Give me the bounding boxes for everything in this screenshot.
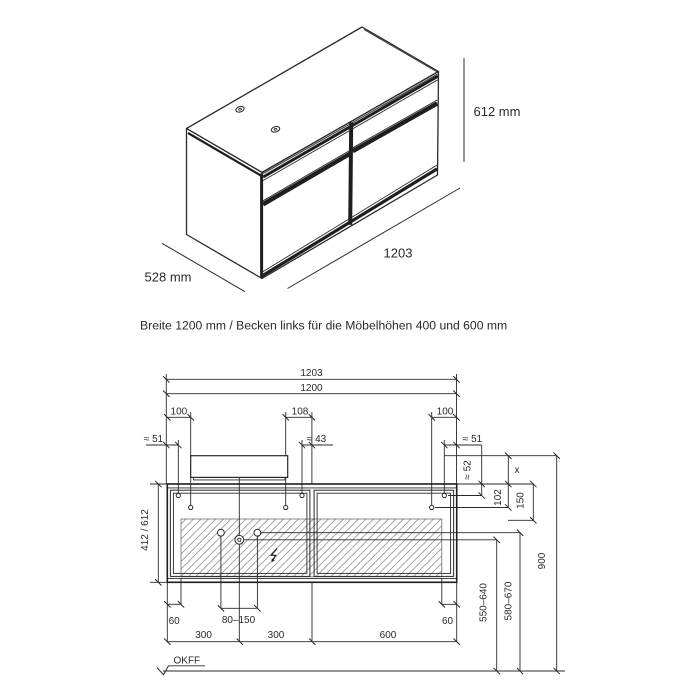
dim-trap-range-label: 550–640 <box>478 583 490 622</box>
dim-left-offset-label: ≈ 51 <box>143 434 164 445</box>
dim-right-hole-label: 100 <box>436 406 454 418</box>
mounting-hole <box>176 493 180 497</box>
dim-height-iso-label: 612 mm <box>473 104 521 119</box>
washbasin <box>191 456 288 480</box>
dim-carcass-label: 1200 <box>300 382 323 394</box>
dim-seg3-label: 600 <box>379 629 397 641</box>
water-supply-connection <box>254 529 261 536</box>
elevation-view <box>140 368 565 675</box>
dim-rail-zone-label: 150 <box>515 492 527 509</box>
water-supply-connection <box>218 529 225 536</box>
dim-left-inset-label: 60 <box>168 616 180 627</box>
dim-overall-label: 1203 <box>300 368 323 379</box>
dim-right-inset-label: 60 <box>441 616 454 627</box>
mounting-holes <box>176 493 446 509</box>
service-area-hatch <box>181 519 442 577</box>
okff-level-icon <box>157 666 169 675</box>
drain-connection <box>235 535 244 544</box>
dim-supply-range-label: 80–150 <box>221 615 256 626</box>
dim-basin-height-label: 900 <box>537 552 548 570</box>
mounting-hole <box>284 505 288 509</box>
dim-seg2-label: 300 <box>267 629 285 641</box>
dim-right-offset-label: ≈ 51 <box>462 434 483 445</box>
dim-outlet-range-label: 580–670 <box>503 581 515 621</box>
dim-seg1-label: 300 <box>195 629 212 641</box>
extension-lines <box>150 374 557 642</box>
dim-height-iso <box>464 58 520 161</box>
mounting-hole <box>189 505 193 509</box>
dim-left-hole-label: 100 <box>170 406 188 418</box>
floor-reference <box>157 656 565 675</box>
mounting-hole <box>300 493 304 497</box>
dim-body-height-label: 412 / 612 <box>140 509 151 551</box>
dim-mid-hole-label: 108 <box>291 406 309 418</box>
mounting-hole <box>430 505 434 509</box>
isometric-view <box>145 27 521 292</box>
caption: Breite 1200 mm / Becken links für die Möbelhöhen 400 und 600 mm <box>140 318 508 333</box>
dim-hole-depth-label: 102 <box>493 489 504 506</box>
dim-variable-label: x <box>514 465 520 476</box>
dimension-labels <box>140 368 548 641</box>
mounting-hole <box>442 493 446 497</box>
okff-label: OKFF <box>173 655 201 667</box>
dim-depth-iso-label: 528 mm <box>144 269 192 285</box>
dim-length-iso-label: 1203 <box>383 245 413 261</box>
dim-mid-offset-label: ≈ 43 <box>306 434 327 445</box>
dim-rail-offset-label: ≈ 52 <box>462 460 474 480</box>
